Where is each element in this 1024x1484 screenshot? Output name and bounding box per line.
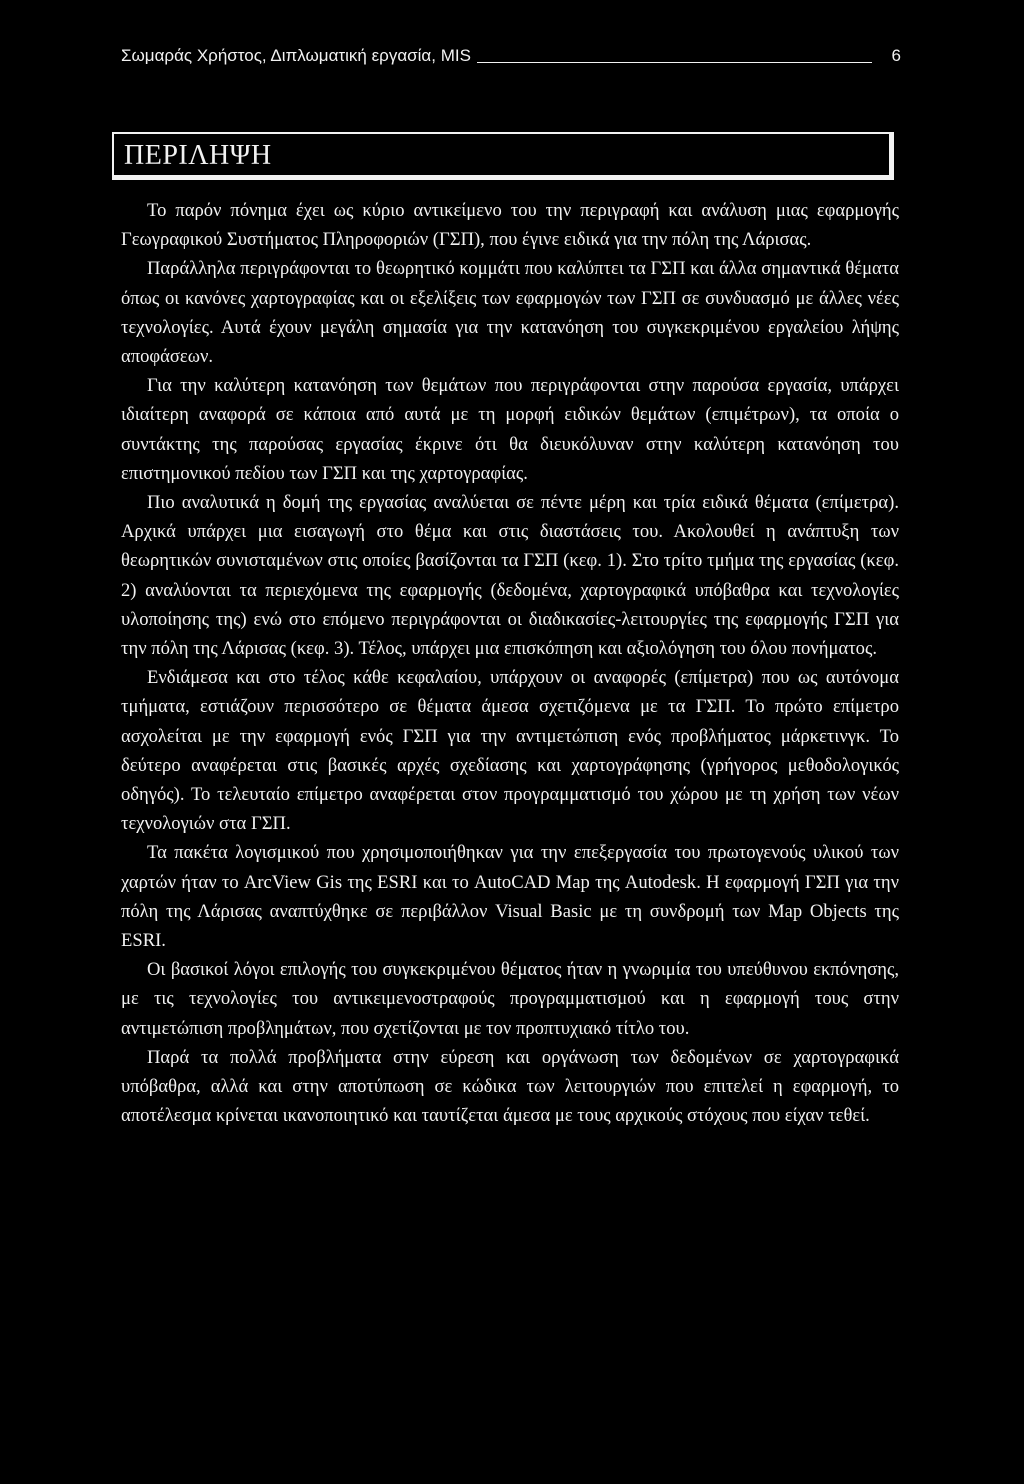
paragraph-conclusion: Παρά τα πολλά προβλήματα στην εύρεση και οργάνωση των δεδομένων σε χαρτογραφικά υπόβαθρα, αλλά και στην αποτύπωση σε κώδικα των λειτουργιών που επιτελεί η εφαρμογή, το αποτέλεσμα κρίνεται ικανοποιητικό και ταυτίζεται άμεσα με τους αρχικούς στόχους που είχαν τεθεί. xyxy=(121,1046,899,1127)
page-number: 6 xyxy=(891,46,901,65)
paragraph-appendices-purpose: Για την καλύτερη κατανόηση των θεμάτων που περιγράφονται στην παρούσα εργασία, υπάρχει ιδιαίτερη αναφορά σε κάποια από αυτά με τη μορφή ειδικών θεμάτων (επιμέτρων), τα οποία ο συντάκτης της παρούσας εργασίας έκρινε ότι θα διευκόλυναν στην καλύτερη κατανόηση του επιστημονικού πεδίου των ΓΣΠ και της χαρτογραφίας. xyxy=(121,375,899,484)
paragraph-theory: Παράλληλα περιγράφονται το θεωρητικό κομμάτι που καλύπτει τα ΓΣΠ και άλλα σημαντικά θέματα όπως οι κανόνες χαρτογραφίας και οι εξελίξεις των εφαρμογών των ΓΣΠ σε συνδυασμό με άλλες νέες τεχνολογίες. Αυτά έχουν μεγάλη σημασία για την κατανόηση του συγκεκριμένου εργαλείου λήψης αποφάσεων. xyxy=(121,258,899,368)
paragraph-structure: Πιο αναλυτικά η δομή της εργασίας αναλύεται σε πέντε μέρη και τρία ειδικά θέματα (επίμετρα). Αρχικά υπάρχει μια εισαγωγή στο θέμα και στις διαστάσεις του. Ακολουθεί η ανάπτυξη των θεωρητικών συνισταμένων στις οποίες βασίζονται τα ΓΣΠ (κεφ. 1). Στο τρίτο τμήμα της εργασίας (κεφ. 2) αναλύονται τα περιεχόμενα της εφαρμογής (δεδομένα, χαρτογραφικά υπόβαθρα και τεχνολογίες υλοποίησης της) ενώ στο επόμενο περιγράφονται οι διαδικασίες-λειτουργίες της εφαρμογής ΓΣΠ για την πόλη της Λάρισας (κεφ. 3). Τέλος, υπάρχει μια επισκόπηση και αξιολόγηση του όλου πονήματος. xyxy=(121,492,899,660)
paragraph-motivation: Οι βασικοί λόγοι επιλογής του συγκεκριμένου θέματος ήταν η γνωριμία του υπεύθυνου εκπόνησης, με τις τεχνολογίες του αντικειμενοστραφούς προγραμματισμού και η εφαρμογή τους στην αντιμετώπιση προβλημάτων, που σχετίζονται με τον προπτυχιακό τίτλο του. xyxy=(121,959,899,1039)
section-title: ΠΕΡΙΛΗΨΗ xyxy=(124,140,272,171)
abstract-body xyxy=(121,196,899,1131)
running-title: Σωμαράς Χρήστος, Διπλωματική εργασία, MIS xyxy=(121,46,471,65)
running-header xyxy=(121,40,901,66)
header-rule xyxy=(477,62,872,63)
paragraph-appendices: Ενδιάμεσα και στο τέλος κάθε κεφαλαίου, υπάρχουν οι αναφορές (επίμετρα) που ως αυτόνομα τμήματα, εστιάζουν περισσότερο σε θέματα άμεσα σχετιζόμενα με τα ΓΣΠ. Το πρώτο επίμετρο ασχολείται με την εφαρμογή ενός ΓΣΠ για την αντιμετώπιση ενός προβλήματος μάρκετινγκ. Το δεύτερο αναφέρεται στις βασικές αρχές σχεδίασης και χαρτογράφησης (γρήγορος μεθοδολογικός οδηγός). Το τελευταίο επίμετρο αναφέρεται στον προγραμματισμό του χώρου με τη χρήση των νέων τεχνολογιών στα ΓΣΠ. xyxy=(121,667,899,835)
section-title-box xyxy=(112,132,894,180)
paragraph-software: Τα πακέτα λογισμικού που χρησιμοποιήθηκαν για την επεξεργασία του πρωτογενούς υλικού των χαρτών ήταν το ArcView Gis της ESRI και το AutoCAD Map της Autodesk. Η εφαρμογή ΓΣΠ για την πόλη της Λάρισας αναπτύχθηκε σε περιβάλλον Visual Basic με τη συνδρομή των Map Objects της ESRI. xyxy=(121,842,899,952)
paragraph-intro: Το παρόν πόνημα έχει ως κύριο αντικείμενο του την περιγραφή και ανάλυση μιας εφαρμογής Γεωγραφικού Συστήματος Πληροφοριών (ΓΣΠ), που έγινε ειδικά για την πόλη της Λάρισας. xyxy=(121,200,899,251)
